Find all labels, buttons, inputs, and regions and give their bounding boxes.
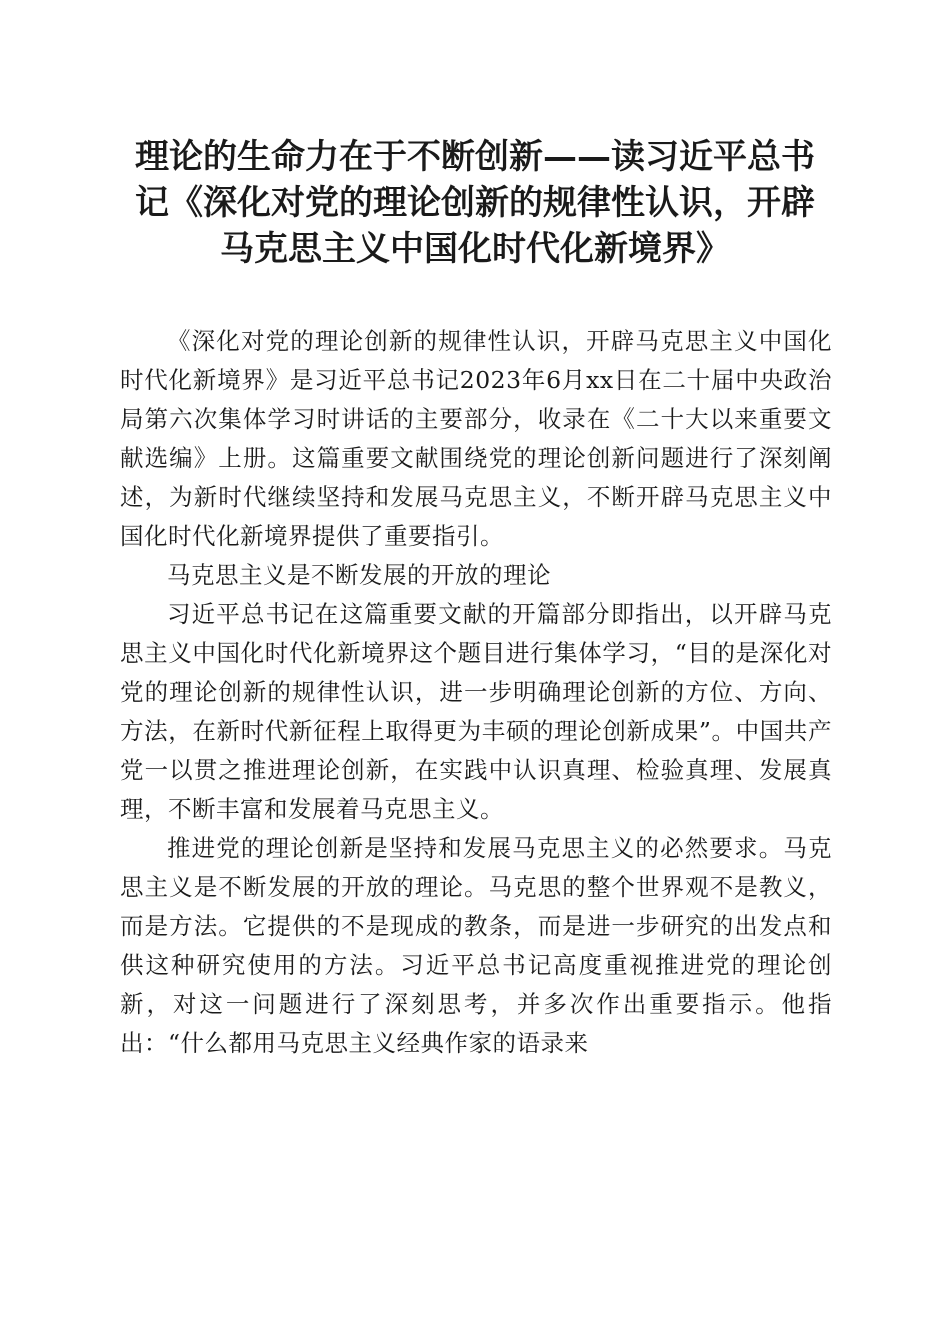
title-line: 马克思主义中国化时代化新境界》 — [220, 229, 730, 269]
section-heading: 马克思主义是不断发展的开放的理论 — [167, 561, 551, 589]
title-line: 记《深化对党的理论创新的规律性认识，开辟 — [135, 183, 815, 223]
body-paragraph: 《深化对党的理论创新的规律性认识，开辟马克思主义中国化时代化新境界》是习近平总书记2023年6月xx日在二十届中央政治局第六次集体学习时讲话的主要部分，收录在《二十大以来重要文献选编》上册。这篇重要文献围绕党的理论创新问题进行了深刻阐述，为新时代继续坚持和发展马克思主义，不断开辟马克思主义中国化时代化新境界提供了重要指引。 — [120, 327, 832, 550]
title-line: 理论的生命力在于不断创新——读习近平总书 — [135, 137, 815, 177]
document-body — [120, 322, 832, 1063]
document-title — [110, 134, 840, 272]
body-paragraph: 推进党的理论创新是坚持和发展马克思主义的必然要求。马克思主义是不断发展的开放的理论。马克思的整个世界观不是教义，而是方法。它提供的不是现成的教条，而是进一步研究的出发点和供这种研究使用的方法。习近平总书记高度重视推进党的理论创新，对这一问题进行了深刻思考，并多次作出重要指示。他指出：“什么都用马克思主义经典作家的语录来 — [120, 834, 832, 1057]
body-paragraph: 习近平总书记在这篇重要文献的开篇部分即指出，以开辟马克思主义中国化时代化新境界这个题目进行集体学习，“目的是深化对党的理论创新的规律性认识，进一步明确理论创新的方位、方向、方法，在新时代新征程上取得更为丰硕的理论创新成果”。中国共产党一以贯之推进理论创新，在实践中认识真理、检验真理、发展真理，不断丰富和发展着马克思主义。 — [120, 600, 832, 823]
